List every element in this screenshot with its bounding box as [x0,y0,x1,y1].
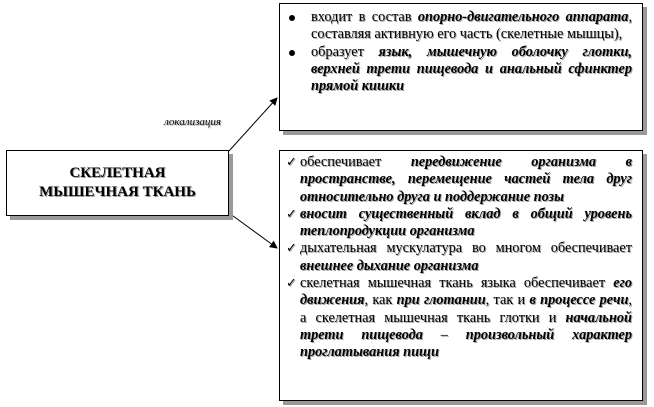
item-text: дыхательная мускулатура во многом обеспечивает [300,240,632,257]
main-title-line-2: МЫШЕЧНАЯ ТКАНЬ [39,184,196,200]
function-item [286,275,632,361]
emphasized-text: язык, мышечную оболочку глотки, верхней трети пищевода и анальный сфинктер прямой кишки [311,43,632,95]
functions-box [279,150,643,401]
item-text: обеспечивает [300,154,411,170]
localization-item [286,9,632,44]
item-text: , составляя активную его часть (скелетные мышцы), [311,9,633,43]
emphasized-text: передвижение организма в пространстве, перемещение частей тела друг относительно друга и поддержание позы [300,154,633,205]
emphasized-text: начальной трети пищевода [300,309,632,343]
localization-item [286,44,632,96]
item-text: , а скелетная мышечная ткань глотки и [300,292,632,326]
emphasized-text: произвольный характер проглатывания пищи [300,326,632,361]
main-title-line-1: СКЕЛЕТНАЯ [69,165,166,182]
emphasized-text: внешнее дыхание организма [300,257,479,274]
function-item [286,240,632,275]
emphasized-text: в процессе речи [529,292,629,309]
item-text: скелетная мышечная ткань языка обеспечивает [300,275,614,292]
emphasized-text: при глотании [396,292,486,309]
emphasized-text: его движения [300,275,632,309]
emphasized-text: опорно-двигательного аппарата [417,9,629,25]
localization-box [279,3,643,131]
function-item [286,154,632,206]
main-concept-box [6,150,229,216]
functions-list [286,154,632,362]
item-text: входит в состав [311,9,418,25]
arrow-to-localization [229,98,277,151]
arrow-to-functions [229,213,277,248]
item-text: образует [311,43,379,60]
emphasized-text: вносит существенный вклад в общий уровень теплопродукции организма [300,205,632,240]
arrow-label-localization: локализация [164,116,222,128]
item-text: , так и [485,292,530,309]
item-text: – [422,326,466,343]
localization-list [286,9,632,95]
item-text: , как [364,292,397,309]
function-item [286,206,632,241]
